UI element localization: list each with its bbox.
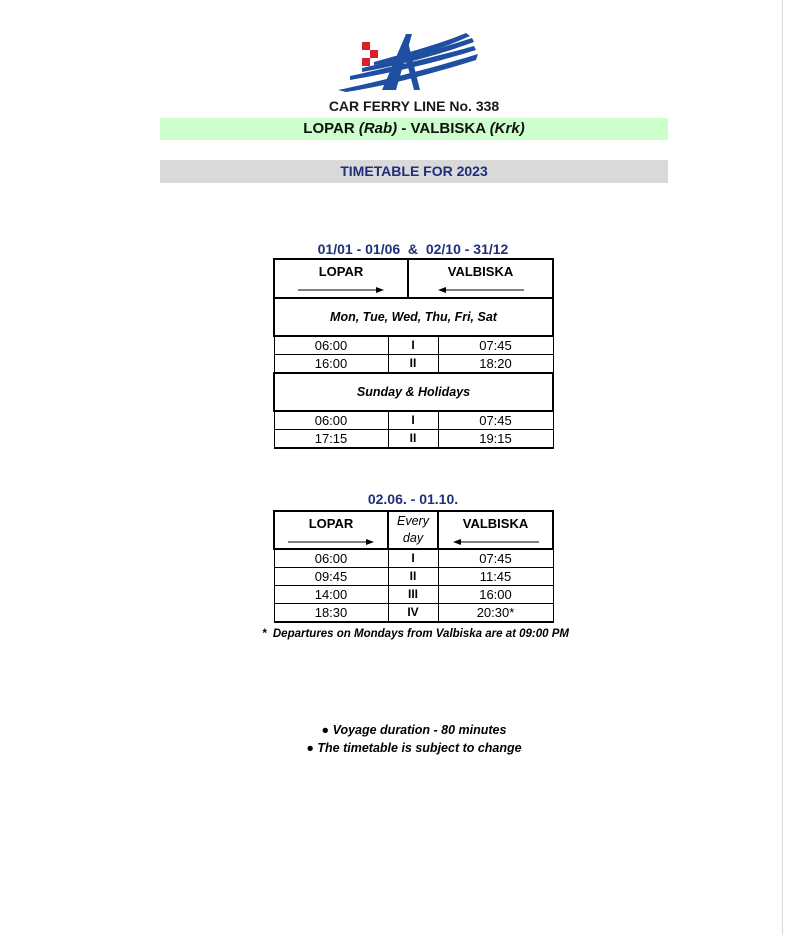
route-from: LOPAR (303, 120, 355, 137)
dep-time: 17:15 (274, 430, 388, 449)
route-to: VALBISKA (410, 120, 486, 137)
season2-period: 02.06. - 01.10. (367, 491, 459, 507)
every-label: Every (397, 514, 429, 528)
season1-period: 01/01 - 01/06 & 02/10 - 31/12 (317, 241, 509, 257)
table-row (274, 355, 553, 374)
col-lopar-header (274, 511, 388, 549)
note-subject-to-change: ● The timetable is subject to change (306, 741, 522, 755)
ret-time: 11:45 (438, 568, 553, 586)
season1-table (273, 258, 554, 449)
table-row (274, 549, 553, 568)
ret-time: 18:20 (438, 355, 553, 374)
dep-time: 09:45 (274, 568, 388, 586)
arrow-right-icon (288, 538, 374, 546)
table-row (274, 586, 553, 604)
route-banner (160, 118, 668, 140)
col-valbiska-label: VALBISKA (462, 515, 529, 531)
dep-time: 06:00 (274, 549, 388, 568)
col-lopar-label: LOPAR (308, 515, 354, 531)
dep-time: 06:00 (274, 411, 388, 430)
timetable-title: TIMETABLE FOR 2023 (160, 160, 668, 183)
ret-time: 07:45 (438, 336, 553, 355)
trip-number: I (388, 336, 438, 355)
note-voyage-duration: ● Voyage duration - 80 minutes (321, 723, 507, 737)
every-day-header (388, 511, 438, 549)
trip-number: II (388, 430, 438, 449)
dep-time: 16:00 (274, 355, 388, 374)
ret-time: 19:15 (438, 430, 553, 449)
ret-time: 07:45 (438, 411, 553, 430)
route-separator: - (397, 120, 411, 137)
route-from-island: (Rab) (358, 120, 398, 137)
day-label: day (402, 531, 424, 545)
col-lopar-header (274, 259, 408, 298)
col-valbiska-header (438, 511, 553, 549)
table-row (274, 604, 553, 623)
dep-time: 18:30 (274, 604, 388, 623)
trip-number: III (388, 586, 438, 604)
sunday-label: Sunday & Holidays (274, 373, 553, 411)
col-valbiska-label: VALBISKA (447, 264, 514, 279)
ret-time: 20:30* (438, 604, 553, 623)
arrow-left-icon (453, 538, 539, 546)
route-to-island: (Krk) (489, 120, 525, 137)
table-row (274, 336, 553, 355)
trip-number: IV (388, 604, 438, 623)
weekday-label: Mon, Tue, Wed, Thu, Fri, Sat (274, 298, 553, 336)
ret-time: 16:00 (438, 586, 553, 604)
trip-number: II (388, 355, 438, 374)
trip-number: II (388, 568, 438, 586)
trip-number: I (388, 411, 438, 430)
footnote: * Departures on Mondays from Valbiska are at 09:00 PM (262, 628, 569, 640)
col-lopar-label: LOPAR (318, 264, 364, 279)
dep-time: 06:00 (274, 336, 388, 355)
page-edge (782, 0, 783, 935)
table-row (274, 568, 553, 586)
ferry-line-title: CAR FERRY LINE No. 338 (328, 98, 500, 114)
ferry-logo-icon (336, 32, 480, 94)
season2-table (273, 510, 554, 623)
table-row (274, 430, 553, 449)
dep-time: 14:00 (274, 586, 388, 604)
ret-time: 07:45 (438, 549, 553, 568)
trip-number: I (388, 549, 438, 568)
arrow-left-icon (438, 286, 524, 294)
table-row (274, 411, 553, 430)
col-valbiska-header (408, 259, 553, 298)
arrow-right-icon (298, 286, 384, 294)
